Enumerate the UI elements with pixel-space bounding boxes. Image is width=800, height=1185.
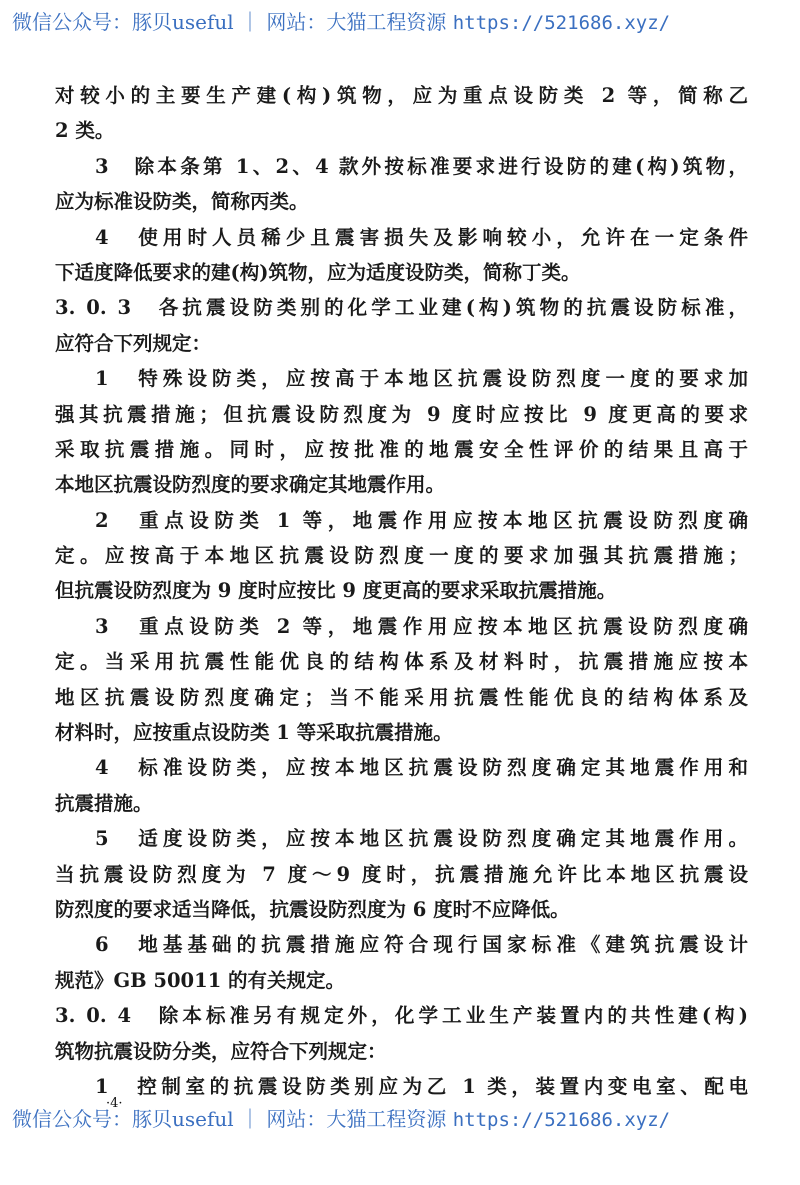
text-line: 2 类。 [55,119,115,143]
text-line: 定。应按高于本地区抗震设防烈度一度的要求加强其抗震措施； [55,544,748,568]
text-line: 应为标准设防类，简称丙类。 [55,190,309,214]
document-body [55,78,748,1104]
text-line: 定。当采用抗震性能优良的结构体系及材料时，抗震措施应按本 [55,650,748,674]
page-number: ·4· [106,1096,123,1111]
text-line: 3 重点设防类 2 等，地震作用应按本地区抗震设防烈度确 [95,614,748,638]
watermark-url: https://521686.xyz/ [452,1109,671,1131]
text-line: 下适度降低要求的建(构)筑物，应为适度设防类，简称丁类。 [55,260,581,284]
text-line: 6 地基基础的抗震措施应符合现行国家标准《建筑抗震设计 [95,933,748,957]
text-line: 但抗震设防烈度为 9 度时应按比 9 度更高的要求采取抗震措施。 [55,579,617,603]
text-line: 强其抗震措施；但抗震设防烈度为 9 度时应按比 9 度更高的要求 [55,402,748,426]
watermark-footer [12,1103,670,1132]
text-line: 筑物抗震设防分类，应符合下列规定： [55,1039,387,1063]
text-line: 采取抗震措施。同时，应按批准的地震安全性评价的结果且高于 [55,437,748,461]
text-line: 3 除本条第 1、2、4 款外按标准要求进行设防的建(构)筑物， [95,154,748,178]
text-line: 2 重点设防类 1 等，地震作用应按本地区抗震设防烈度确 [95,508,748,532]
watermark-url: https://521686.xyz/ [452,12,671,34]
text-line: 3. 0. 4 除本标准另有规定外，化学工业生产装置内的共性建(构) [55,1004,748,1028]
watermark-header [12,6,670,35]
text-line: 1 特殊设防类，应按高于本地区抗震设防烈度一度的要求加 [95,367,748,391]
text-line: 当抗震设防烈度为 7 度～9 度时，抗震措施允许比本地区抗震设 [55,862,748,886]
text-line: 防烈度的要求适当降低，抗震设防烈度为 6 度时不应降低。 [55,897,570,921]
watermark-text: 微信公众号：豚贝useful ｜ 网站：大猫工程资源 [12,10,447,34]
text-line: 材料时，应按重点设防类 1 等采取抗震措施。 [55,721,453,745]
text-line: 4 标准设防类，应按本地区抗震设防烈度确定其地震作用和 [95,756,748,780]
text-line: 本地区抗震设防烈度的要求确定其地震作用。 [55,473,446,497]
text-line: 应符合下列规定： [55,331,212,355]
text-line: 抗震措施。 [55,791,153,815]
text-line: 1 控制室的抗震设防类别应为乙 1 类，装置内变电室、配电 [95,1074,748,1098]
text-line: 4 使用时人员稀少且震害损失及影响较小，允许在一定条件 [95,225,748,249]
text-line: 对较小的主要生产建(构)筑物，应为重点设防类 2 等，简称乙 [55,84,748,107]
text-line: 3. 0. 3 各抗震设防类别的化学工业建(构)筑物的抗震设防标准， [55,296,748,320]
text-line: 规范》GB 50011 的有关规定。 [55,968,346,992]
watermark-text: 微信公众号：豚贝useful ｜ 网站：大猫工程资源 [12,1107,447,1131]
text-line: 5 适度设防类，应按本地区抗震设防烈度确定其地震作用。 [95,827,748,851]
text-line: 地区抗震设防烈度确定；当不能采用抗震性能优良的结构体系及 [55,685,748,709]
